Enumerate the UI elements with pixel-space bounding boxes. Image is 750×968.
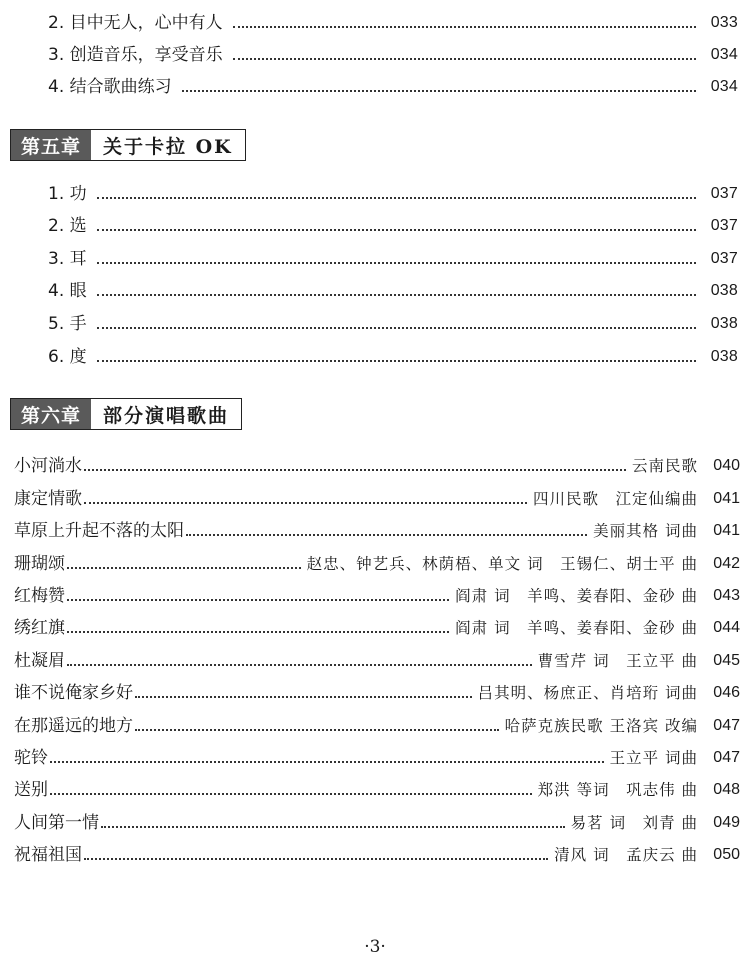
entry-page: 038 [710, 282, 738, 300]
song-page: 040 [713, 457, 740, 475]
entry-page: 038 [710, 314, 738, 332]
song-page: 047 [713, 716, 740, 734]
song-page: 045 [713, 651, 740, 669]
dot-leader [233, 58, 696, 60]
song-entry[interactable] [14, 445, 740, 477]
entry-page: 037 [710, 217, 738, 235]
song-credit: 四川民歌 江定仙编曲 [532, 489, 698, 508]
toc-entry[interactable] [48, 302, 738, 335]
song-credit: 易茗 词 刘青 曲 [570, 813, 698, 832]
song-page: 046 [713, 684, 740, 702]
song-entry[interactable] [14, 510, 740, 542]
chapter-5-list [48, 172, 738, 368]
toc-entry[interactable] [48, 2, 738, 34]
song-title: 绣红旗 [14, 618, 65, 639]
dot-leader [67, 599, 449, 601]
entry-page: 033 [710, 14, 738, 31]
entry-label: 4. 结合歌曲练习 [48, 77, 172, 97]
song-title: 珊瑚颂 [14, 553, 65, 574]
toc-entry[interactable] [48, 205, 738, 238]
entry-page: 038 [710, 347, 738, 365]
song-entry[interactable] [14, 542, 740, 574]
song-title: 祝福祖国 [14, 845, 82, 866]
dot-leader [101, 826, 565, 828]
song-title: 小河淌水 [14, 456, 82, 477]
entry-label: 1. 功 [48, 183, 87, 204]
entry-page: 037 [710, 249, 738, 267]
song-title: 驼铃 [14, 747, 48, 768]
dot-leader [97, 294, 696, 296]
song-credit: 云南民歌 [631, 457, 698, 476]
chapter-5-heading[interactable] [10, 129, 246, 161]
dot-leader [84, 469, 626, 471]
entry-label: 3. 创造音乐，享受音乐 [48, 45, 223, 65]
entry-label: 3. 耳 [48, 248, 87, 269]
song-title: 康定情歌 [14, 488, 82, 509]
song-entry[interactable] [14, 737, 740, 769]
dot-leader [97, 197, 696, 199]
dot-leader [135, 696, 472, 698]
dot-leader [186, 534, 587, 536]
entry-label: 5. 手 [48, 313, 87, 334]
entry-page: 037 [710, 184, 738, 202]
toc-entry[interactable] [48, 270, 738, 303]
song-title: 谁不说俺家乡好 [14, 683, 133, 704]
song-title: 草原上升起不落的太阳 [14, 521, 184, 542]
song-title: 送别 [14, 780, 48, 801]
song-entry[interactable] [14, 607, 740, 639]
toc-entry[interactable] [48, 34, 738, 66]
dot-leader [84, 858, 548, 860]
song-credit: 清风 词 孟庆云 曲 [554, 846, 698, 865]
continued-list [48, 2, 738, 98]
song-page: 041 [713, 489, 740, 507]
song-title: 人间第一情 [14, 812, 99, 833]
song-page: 049 [713, 813, 740, 831]
dot-leader [97, 327, 696, 329]
song-entry[interactable] [14, 769, 740, 801]
dot-leader [97, 229, 696, 231]
song-page: 044 [713, 619, 740, 637]
page-number: ·3· [364, 937, 386, 957]
chapter-number: 第五章 [11, 130, 91, 160]
entry-page: 034 [710, 78, 738, 95]
dot-leader [97, 262, 696, 264]
dot-leader [50, 761, 604, 763]
chapter-number: 第六章 [11, 399, 91, 429]
entry-label: 4. 眼 [48, 281, 87, 302]
song-credit: 曹雪芹 词 王立平 曲 [537, 651, 698, 670]
entry-label: 2. 目中无人，心中有人 [48, 13, 223, 33]
dot-leader [67, 631, 449, 633]
song-page: 043 [713, 586, 740, 604]
chapter-6-heading[interactable] [10, 398, 242, 430]
dot-leader [135, 729, 499, 731]
song-list [14, 445, 740, 866]
chapter-title: 部分演唱歌曲 [103, 404, 230, 427]
dot-leader [182, 90, 696, 92]
song-page: 047 [713, 748, 740, 766]
song-title: 红梅赞 [14, 585, 65, 606]
toc-entry[interactable] [48, 237, 738, 270]
toc-entry[interactable] [48, 335, 738, 368]
song-credit: 哈萨克族民歌 王洛宾 改编 [504, 716, 698, 735]
song-credit: 阎肃 词 羊鸣、姜春阳、金砂 曲 [455, 619, 698, 638]
song-credit: 赵忠、钟艺兵、林荫梧、单文 词 王锡仁、胡士平 曲 [306, 554, 698, 573]
dot-leader [97, 360, 696, 362]
dot-leader [50, 793, 532, 795]
song-entry[interactable] [14, 672, 740, 704]
song-credit: 郑洪 等词 巩志伟 曲 [537, 781, 698, 800]
song-credit: 吕其明、杨庶正、肖培珩 词曲 [477, 684, 698, 703]
song-entry[interactable] [14, 704, 740, 736]
dot-leader [67, 664, 532, 666]
entry-label: 6. 度 [48, 346, 87, 367]
entry-page: 034 [710, 46, 738, 63]
song-title: 在那遥远的地方 [14, 715, 133, 736]
song-credit: 美丽其格 词曲 [593, 522, 698, 541]
song-entry[interactable] [14, 801, 740, 833]
dot-leader [67, 567, 301, 569]
toc-entry[interactable] [48, 172, 738, 205]
song-entry[interactable] [14, 575, 740, 607]
entry-label: 2. 选 [48, 216, 87, 237]
dot-leader [233, 26, 696, 28]
song-entry[interactable] [14, 834, 740, 866]
song-page: 042 [713, 554, 740, 572]
song-entry[interactable] [14, 477, 740, 509]
toc-entry[interactable] [48, 66, 738, 98]
song-credit: 阎肃 词 羊鸣、姜春阳、金砂 曲 [455, 586, 698, 605]
dot-leader [84, 502, 527, 504]
song-page: 048 [713, 781, 740, 799]
song-title: 杜凝眉 [14, 650, 65, 671]
song-page: 050 [713, 846, 740, 864]
song-page: 041 [713, 522, 740, 540]
song-credit: 王立平 词曲 [609, 748, 698, 767]
song-entry[interactable] [14, 639, 740, 671]
chapter-title: 关于卡拉 OK [103, 135, 233, 158]
